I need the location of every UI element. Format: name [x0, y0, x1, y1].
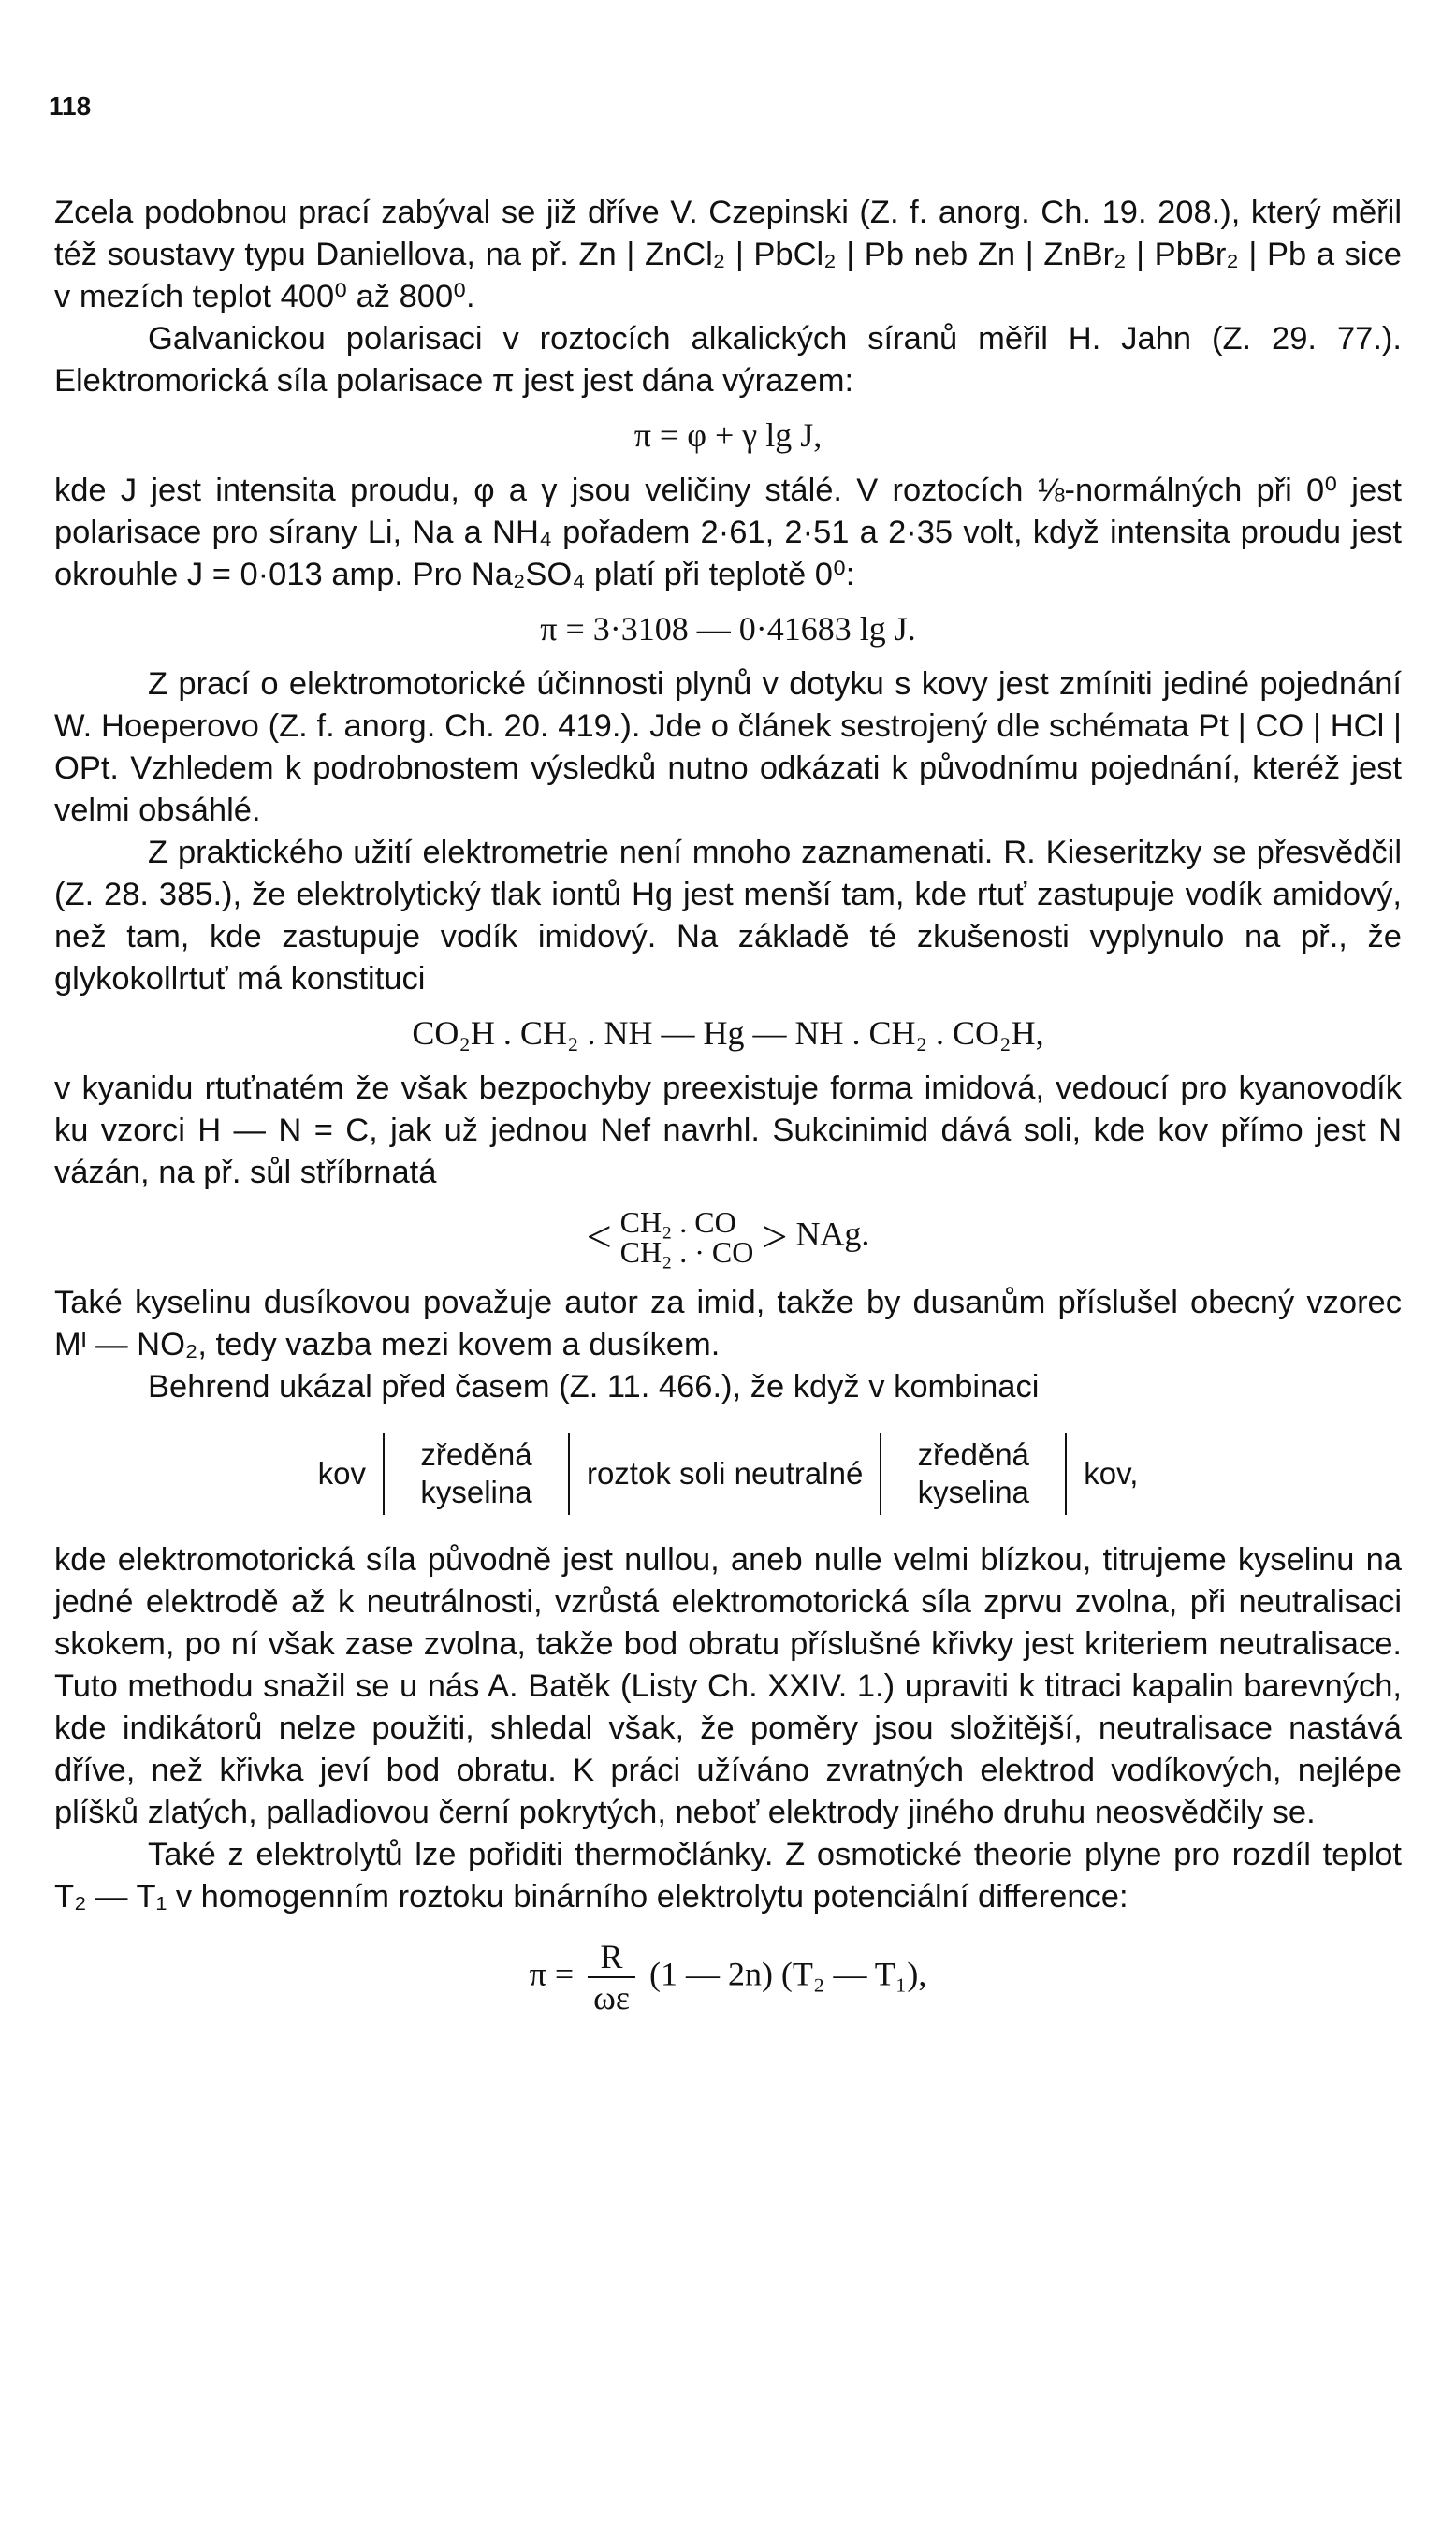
paragraph-kieseritzky: Z praktického užití elektrometrie není mnoho zaznamenati. R. Kieseritzky se přesvědčil (Z. 28. 385.), že elektrolytický tlak iontů Hg jest menší tam, kde rtuť zastupuje vodík amidový, než tam, kde zastupuje vodík imidový. Na základě té zkušenosti vyplynulo na př., že glykokollrtuť má konstituci — [54, 835, 1402, 997]
equation-thermo — [54, 1937, 1402, 2017]
scheme-cell: zředěná kyselina — [917, 1437, 1029, 1509]
paragraph-titrace: kde elektromotorická síla původně jest nullou, aneb nulle velmi blízkou, titrujeme kyselinu na jedné elektrodě až k neutrálnosti, vzrůstá elektromotorická síla zprvu zvolna, při neutralisaci skokem, po ní však zase zvolna, takže bod obratu příslušné křivky jest kriteriem neutralisace. Tuto methodu snažil se u nás A. Batěk (Listy Ch. XXIV. 1.) upraviti k titraci kapalin barevných, kde indikátorů nelze použiti, shledal však, že poměry jsou složitější, neutralisace nastává dříve, než křivka jeví bod obratu. K práci užíváno zvratných elektrod vodíkových, nejlépe plíšků zlatých, palladiovou černí pokrytých, neboť elektrody jiného druhu neosvědčily se. — [54, 1542, 1402, 1830]
sukcinimid-top: CH₂ . CO — [619, 1205, 736, 1239]
paragraph-dusikova: Také kyselinu dusíkovou považuje autor za imid, takže by dusanům příslušel obecný vzorec Mᴵ — NO₂, tedy vazba mezi kovem a dusíkem. — [54, 1285, 1402, 1362]
paragraph-intensity: kde J jest intensita proudu, φ a γ jsou veličiny stálé. V roztocích ⅛-normálných při 0⁰ jest polarisace pro sírany Li, Na a NH₄ pořadem 2·61, 2·51 a 2·35 volt, když intensita proudu jest okrouhle J = 0·013 amp. Pro Na₂SO₄ platí při teplotě 0⁰: — [54, 473, 1402, 592]
paragraph-hoeper: Z prací o elektromotorické účinnosti plynů v dotyku s kovy jest zmíniti jediné pojednání W. Hoeperovo (Z. f. anorg. Ch. 20. 419.). Jde o článek sestrojený dle schémata Pt | CO | HCl | OPt. Vzhledem k podrobnostem výsledků nutno odkázati k původnímu pojednání, kteréž jest velmi obsáhlé. — [54, 666, 1402, 828]
scheme-cell: roztok soli neutralné — [586, 1456, 864, 1491]
equation-na2so4: π = 3·3108 — 0·41683 lg J. — [540, 610, 916, 648]
paragraph-thermoclanky: Také z elektrolytů lze pořiditi thermočlánky. Z osmotické theorie plyne pro rozdíl teplot T₂ — T₁ v homogenním roztoku binárního elektrolytu potenciální difference: — [54, 1837, 1402, 1914]
paragraph-kyanid: v kyanidu rtuťnatém že však bezpochyby preexistuje forma imidová, vedoucí pro kyanovodík ku vzorci H — N = C, jak už jednou Nef navrhl. Sukcinimid dává soli, kde kov přímo jest N vázán, na př. sůl stříbrnatá — [54, 1070, 1402, 1190]
page-number: 118 — [49, 92, 92, 121]
paragraph-czepinski: Zcela podobnou prací zabýval se již dříve V. Czepinski (Z. f. anorg. Ch. 19. 208.), který měřil též soustavy typu Daniellova, na př. Zn | ZnCl₂ | PbCl₂ | Pb neb Zn | ZnBr₂ | PbBr₂ | Pb a sice v mezích teplot 400⁰ až 800⁰. — [54, 195, 1402, 314]
equation-polarisation: π = φ + γ lg J, — [633, 416, 823, 454]
document-body — [54, 89, 1402, 2032]
combination-scheme — [54, 1433, 1402, 1515]
sukcinimid-bottom: CH₂ . · CO — [619, 1235, 754, 1269]
thermo-lhs: π = — [529, 1955, 575, 1993]
sukcinimid-nag: NAg. — [795, 1215, 870, 1253]
thermo-fraction — [588, 1937, 635, 2017]
equation-sukcinimid: < CH₂ . CO CH₂ . · CO > NAg. — [586, 1205, 870, 1269]
thermo-rhs: (1 — 2n) (T₂ — T₁), — [648, 1955, 927, 1993]
paragraph-behrend: Behrend ukázal před časem (Z. 11. 466.), že když v kombinaci — [148, 1369, 1040, 1405]
scheme-cell: zředěná kyselina — [420, 1437, 532, 1509]
paragraph-jahn: Galvanickou polarisaci v roztocích alkalických síranů měřil H. Jahn (Z. 29. 77.). Elektromorická síla polarisace π jest jest dána výrazem: — [54, 321, 1402, 399]
scheme-cell: kov — [317, 1456, 366, 1491]
scheme-cell: kov, — [1084, 1456, 1139, 1491]
thermo-numerator: R — [588, 1937, 635, 1978]
equation-glykokoll: CO₂H . CH₂ . NH — Hg — NH . CH₂ . CO₂H, — [412, 1014, 1044, 1052]
thermo-denominator: ωε — [593, 1979, 630, 2016]
